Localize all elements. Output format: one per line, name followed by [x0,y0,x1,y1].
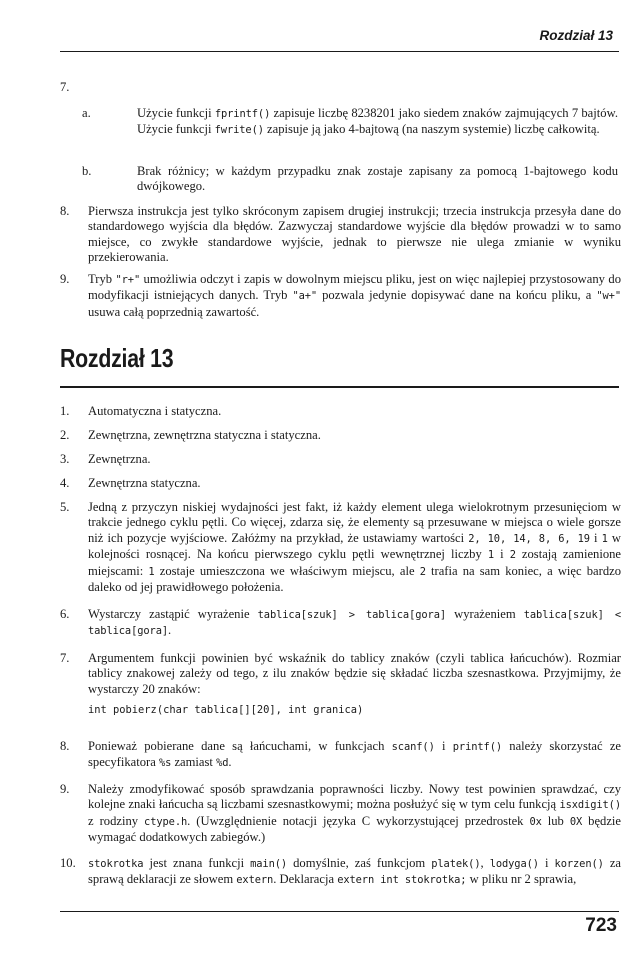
prev-answer-7b [82,164,620,195]
answer-number: 8. [60,204,70,218]
inline-code: "a+" [292,290,318,303]
answer-number: 2. [60,428,70,442]
answer-4 [60,476,620,491]
code-signature: int pobierz(char tablica[][20], int granica) [88,704,364,717]
answer-9 [60,782,620,846]
inline-code: stokrotka [88,858,144,870]
answer-number: 5. [60,500,70,514]
answer-number: 1. [60,404,70,418]
answer-2 [60,428,620,443]
answer-text: Tryb "r+" umożliwia odczyt i zapis w dowolnym miejscu pliku, jest on więc najlepiej przystosowany do modyfikacji istniejących danych. Tryb "a+" pozwala jedynie dopisywać dane na końcu pliku, a "w+" usuwa całą poprzednią zawartość. [88,272,621,319]
running-header: Rozdział 13 [539,28,613,43]
inline-code: 2, 10, 14, 8, 6, 19 [468,532,590,545]
inline-code: 1 [148,565,155,578]
inline-code: isxdigit() [559,799,621,812]
inline-code: tablica[szuk] < tablica[gora] [88,609,622,638]
answer-number: 9. [60,272,70,286]
inline-code: "r+" [115,274,141,286]
sub-label: b. [82,164,92,178]
answer-text: Zewnętrzna, zewnętrzna statyczna i statyczna. [88,428,321,442]
answer-number: 7. [60,80,70,94]
page-number: 723 [585,915,617,936]
inline-code: 1 [487,549,495,562]
answer-10 [60,856,620,889]
chapter-rule [60,386,619,388]
inline-code: ctype.h [144,815,188,828]
answer-number: 9. [60,782,70,796]
inline-code: fwrite() [214,124,264,137]
answer-text: Zewnętrzna statyczna. [88,476,201,490]
inline-code: platek() [431,858,481,870]
inline-code: extern [236,874,274,887]
inline-code: 2 [509,549,516,562]
answer-text: Ponieważ pobierane dane są łańcuchami, w funkcjach scanf() i printf() należy skorzystać ze specyfikatora %s zamiast %d. [88,739,621,770]
inline-code: main() [250,858,288,870]
answer-text: Automatyczna i statyczna. [88,404,222,418]
answer-1 [60,404,620,419]
answer-number: 7. [60,651,70,665]
answer-text: Pierwsza instrukcja jest tylko skróconym zapisem drugiej instrukcji; trzecia instrukcja przesyła dane do standardowego wyjścia dla błędów. Zazwyczaj standardowe wyjście dla błędów prowadzi w to samo miejsce, co zwykłe standardowe wyjście, jednak to pierwsze nie ulega zmianie w wyniku przekierowania. [88,204,621,265]
inline-code: 1 [601,532,608,545]
answer-number: 10. [60,856,76,870]
inline-code: tablica[szuk] > tablica[gora] [257,609,447,621]
inline-code: 0X [569,815,583,828]
inline-code: 2 [419,565,426,578]
inline-code: scanf() [391,741,435,753]
inline-code: lodyga() [489,858,539,870]
answer-text: Argumentem funkcji powinien być wskaźnik do tablicy znaków (czyli tablica łańcuchów). Rozmiar tablicy znakowej zależy od tego, z ilu znaków będzie się składać liczba szesnastkowa. Przyjmijmy, że wystarczy 20 znaków: [88,651,621,696]
answer-5 [60,500,620,595]
inline-code: korzen() [554,858,604,870]
prev-answer-9 [60,272,620,320]
answer-text: stokrotka jest znana funkcji main() domyślnie, zaś funkcjom platek(), lodyga() i korzen() za sprawą deklaracji ze słowem extern. Deklaracja extern int stokrotka; w pliku nr 2 sprawia, [88,856,622,887]
chapter-title: Rozdział 13 [60,343,174,373]
answer-number: 3. [60,452,70,466]
answer-6 [60,607,620,640]
sub-label: a. [82,106,91,120]
inline-code: 0x [529,815,542,828]
prev-answer-8 [60,204,620,266]
answer-3 [60,452,620,467]
answer-number: 6. [60,607,70,621]
answer-text: Jedną z przyczyn niskiej wydajności jest fakt, iż każdy element ulega wielokrotnym przesunięciom w trakcie jednego cyklu pętli. Co więcej, zdarza się, że elementy są przesuwane w miejsca o wiele gorsze niż ich pozycje wyjściowe. Załóżmy na przykład, że ustawiamy wartości 2, 10, 14, 8, 6, 19 i 1 w kolejności rosnącej. Na końcu pierwszego cyklu pętli wewnętrznej liczby 1 i 2 zostają zamienione miejscami: 1 zostaje umieszczona we właściwym miejscu, ale 2 trafia na sam koniec, a więc bardzo daleko od jej prawidłowego położenia. [88,500,622,595]
inline-code: extern int stokrotka; [337,874,467,887]
header-rule [60,51,619,52]
answer-8 [60,739,620,772]
answer-7 [60,651,620,719]
answer-text: Zewnętrzna. [88,452,151,466]
answer-text: Brak różnicy; w każdym przypadku znak zostaje zapisany za pomocą 1-bajtowego kodu dwójkowego. [137,164,618,194]
footer-rule [60,911,619,912]
inline-code: fprintf() [214,108,271,120]
inline-code: %d [216,757,229,770]
inline-code: printf() [452,741,503,753]
prev-answer-7a [82,106,620,139]
answer-number: 8. [60,739,70,753]
inline-code: %s [158,757,172,770]
inline-code: "w+" [596,290,621,303]
answer-text: Wystarczy zastąpić wyrażenie tablica[szuk] > tablica[gora] wyrażeniem tablica[szuk] < tablica[gora]. [88,607,622,638]
answer-number: 4. [60,476,70,490]
answer-text: Należy zmodyfikować sposób sprawdzania poprawności liczby. Nowy test powinien sprawdzać, czy kolejne znaki łańcucha są liczbami szesnastkowymi; można posłużyć się w tym celu funkcją isxdigit() z rodziny ctype.h. (Uwzględnienie notacji języka C wykorzystującej przedrostek 0x lub 0X będzie wymagać dodatkowych zabiegów.) [88,782,622,845]
answer-text: Użycie funkcji fprintf() zapisuje liczbę 8238201 jako siedem znaków zajmujących 7 bajtów. Użycie funkcji fwrite() zapisuje ją jako 4-bajtową (na naszym systemie) liczbę całkowitą. [137,106,618,137]
